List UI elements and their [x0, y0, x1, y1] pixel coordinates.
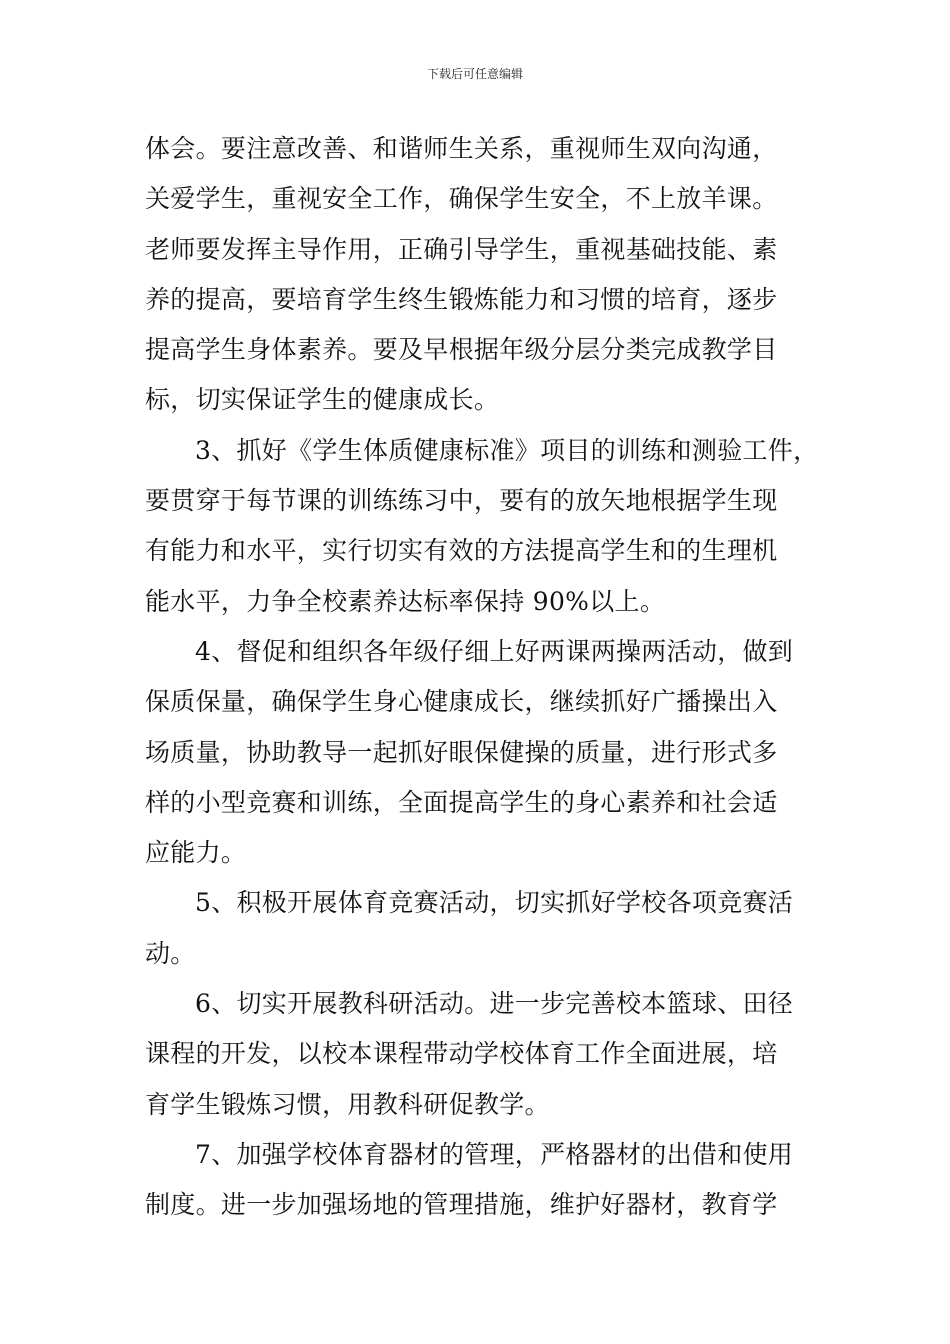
paragraph-start-line: 4、督促和组织各年级仔细上好两课两操两活动，做到 [195, 636, 794, 666]
text-line: 标，切实保证学生的健康成长。 [145, 385, 500, 415]
paragraph-start-line: 5、积极开展体育竞赛活动，切实抓好学校各项竞赛活 [195, 888, 794, 918]
text-line: 老师要发挥主导作用，正确引导学生，重视基础技能、素 [145, 234, 778, 264]
paragraph-start-line: 7、加强学校体育器材的管理，严格器材的出借和使用 [195, 1139, 794, 1169]
page-header-note: 下载后可任意编辑 [426, 67, 523, 81]
text-line: 能水平，力争全校素养达标率保持 90%以上。 [145, 586, 666, 616]
text-line: 有能力和水平，实行切实有效的方法提高学生和的生理机 [145, 536, 778, 566]
text-line: 动。 [145, 938, 196, 968]
text-line: 应能力。 [145, 838, 247, 868]
text-line: 提高学生身体素养。要及早根据年级分层分类完成教学目 [145, 335, 778, 365]
text-line: 制度。进一步加强场地的管理措施，维护好器材，教育学 [145, 1190, 778, 1220]
document-body [145, 124, 819, 1231]
paragraph-start-line: 3、抓好《学生体质健康标准》项目的训练和测验工件， [195, 435, 819, 465]
text-line: 体会。要注意改善、和谐师生关系，重视师生双向沟通， [145, 134, 778, 163]
text-line: 样的小型竞赛和训练，全面提高学生的身心素养和社会适 [145, 787, 778, 817]
text-line: 养的提高，要培育学生终生锻炼能力和习惯的培育，逐步 [145, 284, 778, 314]
text-line: 场质量，协助教导一起抓好眼保健操的质量，进行形式多 [145, 737, 778, 767]
text-line: 保质保量，确保学生身心健康成长，继续抓好广播操出入 [145, 687, 778, 717]
text-line: 要贯穿于每节课的训练练习中，要有的放矢地根据学生现 [145, 486, 778, 516]
text-line: 关爱学生，重视安全工作，确保学生安全，不上放羊课。 [145, 184, 778, 214]
paragraph-start-line: 6、切实开展教科研活动。进一步完善校本篮球、田径 [195, 989, 794, 1019]
text-line: 课程的开发，以校本课程带动学校体育工作全面进展，培 [145, 1039, 778, 1069]
text-line: 育学生锻炼习惯，用教科研促教学。 [145, 1089, 550, 1119]
